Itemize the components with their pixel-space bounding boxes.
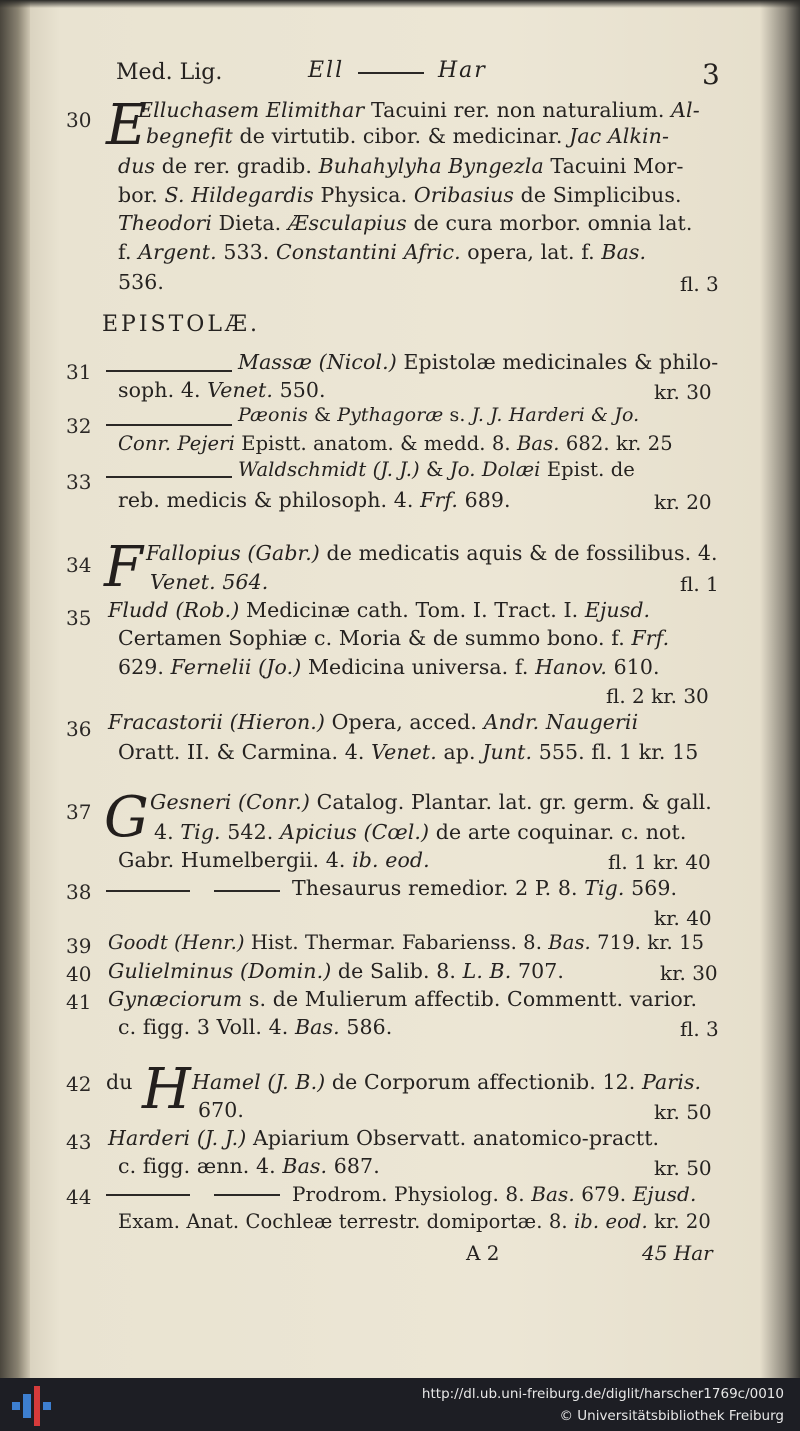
entry-number: 40 [66, 962, 92, 986]
entry-37-line-2: 4. Tig. 542. Apicius (Cœl.) de arte coquinar. c. not. [154, 820, 687, 844]
entry-number: 42 [66, 1072, 92, 1096]
entry-number: 30 [66, 108, 92, 132]
entry-number: 32 [66, 414, 92, 438]
entry-number: 39 [66, 934, 92, 958]
ditto-dash [106, 476, 232, 478]
entry-30-line-4: bor. S. Hildegardis Physica. Oribasius de Simplicibus. [118, 183, 682, 207]
drop-cap: G [104, 785, 149, 850]
entry-30-line-6: f. Argent. 533. Constantini Afric. opera, lat. f. Bas. [118, 240, 647, 264]
drop-cap: F [104, 535, 143, 600]
entry-number: 43 [66, 1130, 92, 1154]
entry-number: 34 [66, 553, 92, 577]
entry-36-line-1: Fracastorii (Hieron.) Opera, acced. Andr. Naugerii [108, 710, 639, 734]
price: fl. 3 [680, 272, 719, 296]
entry-number: 35 [66, 606, 92, 630]
catchword: 45 Har [642, 1241, 713, 1265]
entry-32-line-1: Pæonis & Pythagoræ s. J. J. Harderi & Jo. [238, 404, 640, 426]
price: kr. 30 [654, 380, 712, 404]
entry-number: 33 [66, 470, 92, 494]
entry-32-line-2: Conr. Pejeri Epistt. anatom. & medd. 8. Bas. 682. kr. 25 [118, 432, 673, 455]
entry-42-line-1: Hamel (J. B.) de Corporum affectionib. 12. Paris. [192, 1070, 702, 1094]
entry-number: 36 [66, 717, 92, 741]
ditto-dash [106, 1194, 190, 1196]
entry-41-line-1: Gynæciorum s. de Mulierum affectib. Commentt. varior. [108, 987, 698, 1011]
header-left: Med. Lig. [116, 60, 223, 85]
price: kr. 40 [654, 906, 712, 930]
ditto-dash [106, 370, 232, 372]
ditto-dash [214, 1194, 280, 1196]
entry-35-line-3: 629. Fernelii (Jo.) Medicina universa. f. Hanov. 610. [118, 655, 660, 679]
ditto-dash [106, 890, 190, 892]
price: kr. 20 [654, 490, 712, 514]
entry-35-line-2: Certamen Sophiæ c. Moria & de summo bono. f. Frf. [118, 626, 670, 650]
ditto-dash [214, 890, 280, 892]
entry-35-line-1: Fludd (Rob.) Medicinæ cath. Tom. I. Tract. I. Ejusd. [108, 598, 651, 622]
entry-34-line-1: Fallopius (Gabr.) de medicatis aquis & de fossilibus. 4. [146, 541, 718, 565]
entry-44-line-2: Exam. Anat. Cochleæ terrestr. domiportæ. 8. ib. eod. kr. 20 [118, 1210, 711, 1233]
price: kr. 30 [660, 961, 718, 985]
price: fl. 1 kr. 40 [608, 850, 711, 874]
viewer-footer [0, 1378, 800, 1431]
entry-39-line-1: Goodt (Henr.) Hist. Thermar. Fabarienss. 8. Bas. 719. kr. 15 [108, 931, 705, 954]
entry-31-line-2: soph. 4. Venet. 550. [118, 378, 326, 402]
header-dash [358, 72, 424, 74]
price: fl. 2 kr. 30 [606, 684, 709, 708]
header-mid-left: Ell [308, 58, 345, 83]
copyright-text: © Universitätsbibliothek Freiburg [559, 1408, 784, 1424]
entry-30-line-3: dus de rer. gradib. Buhahylyha Byngezla Tacuini Mor- [118, 154, 684, 178]
entry-number: 38 [66, 880, 92, 904]
entry-43-line-2: c. figg. ænn. 4. Bas. 687. [118, 1154, 380, 1178]
entry-number: 44 [66, 1185, 92, 1209]
drop-cap: E [106, 93, 147, 158]
library-logo-icon [12, 1382, 52, 1426]
entry-40-line-1: Gulielminus (Domin.) de Salib. 8. L. B. 707. [108, 959, 565, 983]
entry-44-line-1: Prodrom. Physiolog. 8. Bas. 679. Ejusd. [292, 1182, 697, 1206]
price: fl. 1 [680, 572, 719, 596]
entry-42-du: du [106, 1070, 133, 1094]
entry-30-line-1: Elluchasem Elimithar Tacuini rer. non naturalium. Al- [138, 98, 700, 122]
ditto-dash [106, 424, 232, 426]
price: kr. 50 [654, 1100, 712, 1124]
entry-34-line-2: Venet. 564. [150, 570, 269, 594]
entry-33-line-2: reb. medicis & philosoph. 4. Frf. 689. [118, 488, 511, 512]
section-heading: EPISTOLÆ. [102, 312, 260, 337]
entry-42-line-2: 670. [198, 1098, 245, 1122]
entry-30-line-5: Theodori Dieta. Æsculapius de cura morbor. omnia lat. [118, 211, 693, 235]
signature-mark: A 2 [466, 1241, 500, 1265]
entry-number: 41 [66, 990, 92, 1014]
entry-33-line-1: Waldschmidt (J. J.) & Jo. Dolæi Epist. de [238, 458, 635, 481]
drop-cap: H [142, 1057, 191, 1122]
entry-41-line-2: c. figg. 3 Voll. 4. Bas. 586. [118, 1015, 393, 1039]
page-number: 3 [702, 58, 720, 91]
entry-number: 37 [66, 800, 92, 824]
entry-37-line-3: Gabr. Humelbergii. 4. ib. eod. [118, 848, 430, 872]
entry-number: 31 [66, 360, 92, 384]
entry-36-line-2: Oratt. II. & Carmina. 4. Venet. ap. Junt. 555. fl. 1 kr. 15 [118, 740, 699, 764]
entry-43-line-1: Harderi (J. J.) Apiarium Observatt. anatomico-practt. [108, 1126, 660, 1150]
permalink-url[interactable]: http://dl.ub.uni-freiburg.de/diglit/harscher1769c/0010 [421, 1386, 784, 1402]
entry-37-line-1: Gesneri (Conr.) Catalog. Plantar. lat. gr. germ. & gall. [150, 790, 712, 814]
entry-30-line-2: begnefit de virtutib. cibor. & medicinar. Jac Alkin- [146, 124, 669, 148]
entry-30-line-7: 536. [118, 270, 165, 294]
price: fl. 3 [680, 1017, 719, 1041]
entry-38-line-1: Thesaurus remedior. 2 P. 8. Tig. 569. [292, 876, 678, 900]
entry-31-line-1: Massæ (Nicol.) Epistolæ medicinales & philo- [238, 350, 719, 374]
price: kr. 50 [654, 1156, 712, 1180]
header-mid-right: Har [438, 58, 487, 83]
